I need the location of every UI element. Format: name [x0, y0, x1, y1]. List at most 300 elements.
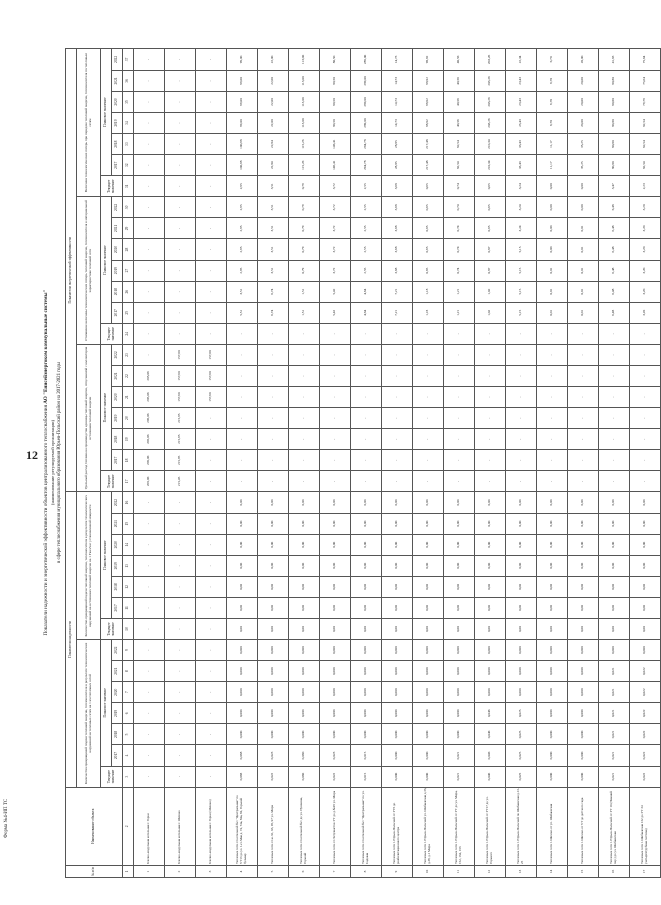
value-cell: -: [630, 344, 661, 365]
object-name: Тепловые сети г. Шихово от ул. Шибаевская: [537, 787, 568, 865]
value-cell: 1,21: [444, 302, 475, 323]
value-cell: 0,000: [568, 724, 599, 745]
value-cell: 2,55: [351, 260, 382, 281]
value-cell: 6,74: [258, 302, 289, 323]
value-cell: 2,95: [227, 218, 258, 239]
value-cell: 82,54: [444, 155, 475, 176]
value-cell: 75,64: [630, 49, 661, 71]
value-cell: 0,015: [351, 745, 382, 766]
value-cell: -: [289, 429, 320, 450]
value-cell: -: [258, 344, 289, 365]
value-cell: 0,00: [413, 513, 444, 534]
value-cell: 0,65: [413, 218, 444, 239]
value-cell: -: [444, 429, 475, 450]
value-cell: 0,00: [413, 534, 444, 555]
value-cell: 0,000: [537, 661, 568, 682]
value-cell: -: [196, 176, 227, 197]
value-cell: 0,00: [599, 492, 630, 513]
value-cell: 80,50: [320, 49, 351, 71]
value-cell: 0,00: [630, 619, 661, 640]
value-cell: 82,54: [630, 155, 661, 176]
value-cell: -: [475, 429, 506, 450]
value-cell: -: [196, 555, 227, 576]
value-cell: 0,00: [227, 576, 258, 597]
value-cell: 0,00: [382, 576, 413, 597]
value-cell: -: [196, 534, 227, 555]
value-cell: 98,92: [413, 70, 444, 91]
value-cell: 0,060: [289, 766, 320, 787]
value-cell: -: [289, 323, 320, 344]
value-cell: -: [475, 323, 506, 344]
value-cell: 0,015: [351, 766, 382, 787]
header-year: 2022: [112, 640, 123, 661]
row-number: 1: [134, 865, 165, 877]
value-cell: 0,046: [475, 703, 506, 724]
value-cell: 3,72: [320, 239, 351, 260]
value-cell: -: [382, 365, 413, 386]
value-cell: 0,00: [444, 534, 475, 555]
value-cell: 99,00: [227, 49, 258, 71]
object-name: Тепловые сети г. Юрьев-Польский от УТ6 до реабилитационного центра: [382, 787, 413, 865]
value-cell: 0,021: [599, 703, 630, 724]
header-year: 2021: [112, 365, 123, 386]
value-cell: 0,00: [475, 513, 506, 534]
table-row: [444, 49, 475, 878]
value-cell: 0,00: [506, 534, 537, 555]
value-cell: -: [134, 703, 165, 724]
column-number: 15: [123, 513, 134, 534]
value-cell: 0,00: [413, 597, 444, 618]
value-cell: -: [134, 597, 165, 618]
value-cell: -: [320, 387, 351, 408]
header-year: 2017: [112, 597, 123, 618]
column-number: 3: [123, 766, 134, 787]
value-cell: -: [475, 471, 506, 492]
value-cell: 0,021: [444, 745, 475, 766]
column-number: 23: [123, 344, 134, 365]
value-cell: -: [568, 471, 599, 492]
value-cell: 0,00: [475, 492, 506, 513]
header-year: 2017: [112, 302, 123, 323]
value-cell: 0,01: [537, 260, 568, 281]
value-cell: 0,00: [227, 492, 258, 513]
value-cell: 3,51: [227, 281, 258, 302]
value-cell: -: [134, 682, 165, 703]
value-cell: 0,01: [537, 302, 568, 323]
value-cell: -: [413, 429, 444, 450]
value-cell: -: [382, 471, 413, 492]
table-row: [599, 49, 630, 878]
value-cell: 0,025: [506, 745, 537, 766]
value-cell: 0,65: [475, 197, 506, 218]
column-number: 1: [123, 865, 134, 877]
header-year: 2018: [112, 281, 123, 302]
header-year: 2018: [112, 429, 123, 450]
value-cell: 2,95: [227, 239, 258, 260]
object-name: Тепловые сети от Энтузиастов УТ до д.№95 ул. Мира: [320, 787, 351, 865]
value-cell: 0,87: [475, 239, 506, 260]
value-cell: 0,00: [289, 492, 320, 513]
value-cell: 0,00: [537, 597, 568, 618]
value-cell: -: [537, 387, 568, 408]
value-cell: -: [320, 429, 351, 450]
value-cell: 5,15: [506, 260, 537, 281]
header-year: 2022: [112, 197, 123, 218]
header-current-value: Текущее значение: [101, 766, 123, 787]
value-cell: 0,000: [382, 766, 413, 787]
column-number: 18: [123, 450, 134, 471]
value-cell: -: [537, 344, 568, 365]
value-cell: 0,00: [351, 619, 382, 640]
value-cell: 157,60: [196, 387, 227, 408]
value-cell: 210,34: [475, 155, 506, 176]
value-cell: 14,73: [382, 49, 413, 71]
value-cell: 0,00: [227, 534, 258, 555]
value-cell: 4,64: [351, 302, 382, 323]
value-cell: 0,00: [413, 576, 444, 597]
value-cell: -: [568, 365, 599, 386]
value-cell: -: [134, 724, 165, 745]
value-cell: 0,000: [320, 703, 351, 724]
value-cell: 82,54: [630, 113, 661, 134]
value-cell: 22,84: [258, 134, 289, 155]
header-year: 2017: [112, 155, 123, 176]
value-cell: 0,025: [506, 766, 537, 787]
value-cell: 41,93: [599, 49, 630, 71]
value-cell: -: [475, 408, 506, 429]
value-cell: 0,000: [537, 745, 568, 766]
header-year: 2021: [112, 70, 123, 91]
value-cell: 0,00: [537, 218, 568, 239]
value-cell: 0,00: [599, 597, 630, 618]
value-cell: 0,00: [568, 576, 599, 597]
value-cell: 0,000: [537, 703, 568, 724]
value-cell: 3,51: [258, 176, 289, 197]
value-cell: -: [134, 197, 165, 218]
value-cell: -: [196, 113, 227, 134]
value-cell: 80,50: [320, 91, 351, 112]
value-cell: 99,00: [227, 113, 258, 134]
value-cell: 3,72: [320, 260, 351, 281]
value-cell: 0,021: [599, 682, 630, 703]
value-cell: 5,15: [506, 281, 537, 302]
value-cell: 217,48: [413, 134, 444, 155]
value-cell: -: [196, 323, 227, 344]
value-cell: 203,26: [475, 113, 506, 134]
value-cell: 0,79: [289, 239, 320, 260]
value-cell: -: [320, 344, 351, 365]
value-cell: 33,43: [506, 155, 537, 176]
value-cell: 215,95: [165, 450, 196, 471]
value-cell: -: [165, 134, 196, 155]
value-cell: -: [196, 682, 227, 703]
value-cell: 3,51: [258, 260, 289, 281]
header-year: 2022: [112, 49, 123, 71]
value-cell: -: [134, 745, 165, 766]
value-cell: 0,000: [382, 703, 413, 724]
header-section-reliability: Показатели надежности: [66, 492, 77, 787]
value-cell: -: [258, 323, 289, 344]
value-cell: 0,00: [506, 576, 537, 597]
value-cell: -: [165, 70, 196, 91]
column-number: 11: [123, 597, 134, 618]
value-cell: 0,00: [568, 555, 599, 576]
value-cell: 0,000: [320, 682, 351, 703]
value-cell: -: [475, 450, 506, 471]
value-cell: 4,64: [351, 281, 382, 302]
value-cell: 80,80: [599, 70, 630, 91]
value-cell: -: [506, 344, 537, 365]
value-cell: 0,00: [351, 492, 382, 513]
row-number: 11: [444, 865, 475, 877]
value-cell: 98,92: [413, 49, 444, 71]
value-cell: 0,000: [258, 703, 289, 724]
value-cell: -: [165, 619, 196, 640]
value-cell: 3,72: [320, 176, 351, 197]
column-number: 21: [123, 387, 134, 408]
value-cell: 0,000: [444, 724, 475, 745]
value-cell: 0,000: [475, 661, 506, 682]
value-cell: 0,00: [537, 513, 568, 534]
value-cell: 75,64: [630, 70, 661, 91]
table-row: [196, 49, 227, 878]
value-cell: 0,000: [382, 661, 413, 682]
value-cell: 2,55: [351, 197, 382, 218]
value-cell: 0,068: [227, 745, 258, 766]
value-cell: 0,00: [568, 492, 599, 513]
value-cell: -: [196, 260, 227, 281]
value-cell: 0,000: [289, 703, 320, 724]
value-cell: 5,42: [320, 281, 351, 302]
column-number: 10: [123, 619, 134, 640]
value-cell: -: [599, 344, 630, 365]
value-cell: -: [165, 281, 196, 302]
header-year: 2022: [112, 344, 123, 365]
value-cell: 0,00: [227, 555, 258, 576]
value-cell: -: [568, 344, 599, 365]
value-cell: -: [413, 365, 444, 386]
column-number: 8: [123, 661, 134, 682]
value-cell: -: [258, 387, 289, 408]
value-cell: -: [165, 113, 196, 134]
value-cell: 2,23: [630, 176, 661, 197]
value-cell: -: [227, 471, 258, 492]
value-cell: -: [165, 555, 196, 576]
value-cell: 0,000: [227, 661, 258, 682]
value-cell: -: [506, 365, 537, 386]
value-cell: -: [134, 766, 165, 787]
header-year: 2021: [112, 513, 123, 534]
value-cell: 0,000: [568, 766, 599, 787]
value-cell: -: [351, 471, 382, 492]
value-cell: 1,02: [475, 302, 506, 323]
value-cell: -: [196, 661, 227, 682]
header-year: 2019: [112, 555, 123, 576]
row-number: 6: [289, 865, 320, 877]
value-cell: -: [196, 197, 227, 218]
document-title: [43, 45, 49, 880]
value-cell: 0,023: [320, 745, 351, 766]
value-cell: -: [506, 387, 537, 408]
value-cell: -: [351, 323, 382, 344]
value-cell: 0,000: [258, 661, 289, 682]
value-cell: 0,00: [382, 597, 413, 618]
value-cell: 0,00: [382, 619, 413, 640]
value-cell: -: [196, 239, 227, 260]
value-cell: -: [289, 450, 320, 471]
value-cell: 0,00: [382, 555, 413, 576]
header-col-name: Наименование объекта: [66, 787, 123, 865]
value-cell: 80,80: [599, 155, 630, 176]
value-cell: 157,60: [165, 365, 196, 386]
value-cell: 6,70: [537, 70, 568, 91]
value-cell: 14,73: [382, 113, 413, 134]
value-cell: 0,00: [537, 576, 568, 597]
header-year: 2018: [112, 576, 123, 597]
header-group-network-failures: Количество прекращений подачи тепловой энергии, теплоносителя в результате технологических нарушений на тепловых сетях на 1 км тепловых сетей: [77, 640, 101, 788]
value-cell: -: [599, 471, 630, 492]
row-number: 16: [599, 865, 630, 877]
object-name: Блочно-модульная котельная г. Горки (Шихово): [196, 787, 227, 865]
value-cell: 7,21: [382, 302, 413, 323]
value-cell: -: [289, 344, 320, 365]
value-cell: 0,000: [537, 724, 568, 745]
value-cell: -: [165, 513, 196, 534]
value-cell: -: [506, 323, 537, 344]
value-cell: -: [568, 450, 599, 471]
document-scope-line: в сфере теплоснабжения муниципального образования Юрьев-Польский район на 2017-2021 годы: [57, 362, 62, 563]
value-cell: 0,00: [320, 492, 351, 513]
value-cell: 2,55: [351, 239, 382, 260]
value-cell: 0,022: [630, 766, 661, 787]
row-number: 12: [475, 865, 506, 877]
value-cell: 0,022: [630, 703, 661, 724]
row-number: 5: [258, 865, 289, 877]
value-cell: 98,92: [413, 113, 444, 134]
value-cell: -: [196, 450, 227, 471]
header-year: 2017: [112, 450, 123, 471]
value-cell: 0,022: [258, 766, 289, 787]
value-cell: 0,000: [289, 640, 320, 661]
value-cell: 0,00: [320, 555, 351, 576]
value-cell: -: [165, 323, 196, 344]
value-cell: -: [444, 365, 475, 386]
value-cell: 3,72: [320, 218, 351, 239]
value-cell: -: [134, 113, 165, 134]
column-number: 4: [123, 745, 134, 766]
value-cell: -: [165, 724, 196, 745]
value-cell: 1,18: [413, 281, 444, 302]
value-cell: 0,000: [413, 766, 444, 787]
value-cell: -: [599, 450, 630, 471]
value-cell: -: [165, 576, 196, 597]
value-cell: 0,000: [444, 661, 475, 682]
column-number: 26: [123, 281, 134, 302]
value-cell: -: [537, 450, 568, 471]
value-cell: -: [196, 724, 227, 745]
value-cell: 0,000: [413, 703, 444, 724]
value-cell: -: [134, 576, 165, 597]
value-cell: -: [413, 408, 444, 429]
value-cell: 5,51: [227, 302, 258, 323]
header-current-value: Текущее значение: [101, 323, 123, 344]
value-cell: 215,95: [165, 408, 196, 429]
header-plan-value: Плановое значение: [101, 197, 112, 323]
header-year: 2020: [112, 534, 123, 555]
value-cell: 0,74: [444, 239, 475, 260]
row-number: 8: [351, 865, 382, 877]
header-current-value: Текущее значение: [101, 619, 123, 640]
value-cell: 217,48: [413, 155, 444, 176]
value-cell: -: [537, 323, 568, 344]
value-cell: -: [444, 387, 475, 408]
value-cell: 294,78: [351, 155, 382, 176]
row-number: 10: [413, 865, 444, 877]
value-cell: 20,00: [568, 70, 599, 91]
table-row: [568, 49, 599, 878]
value-cell: -: [196, 281, 227, 302]
value-cell: 80,50: [320, 113, 351, 134]
value-cell: 0,022: [630, 724, 661, 745]
value-cell: 40,56: [444, 91, 475, 112]
object-name: Тепловые сети г. Шихово от УТ до детского сада: [568, 787, 599, 865]
value-cell: -: [196, 70, 227, 91]
value-cell: 0,00: [630, 534, 661, 555]
value-cell: -: [568, 387, 599, 408]
value-cell: -: [134, 281, 165, 302]
value-cell: 0,00: [351, 534, 382, 555]
value-cell: 3,72: [320, 197, 351, 218]
value-cell: 0,00: [506, 513, 537, 534]
value-cell: -: [196, 766, 227, 787]
value-cell: -: [227, 323, 258, 344]
value-cell: 6,48: [599, 260, 630, 281]
value-cell: 0,000: [506, 640, 537, 661]
value-cell: -: [630, 450, 661, 471]
value-cell: 0,022: [630, 682, 661, 703]
value-cell: 3,20: [630, 218, 661, 239]
value-cell: -: [165, 176, 196, 197]
table-row: [413, 49, 444, 878]
value-cell: -: [165, 703, 196, 724]
value-cell: -: [165, 597, 196, 618]
value-cell: 0,00: [320, 534, 351, 555]
value-cell: 7,21: [382, 281, 413, 302]
value-cell: -: [320, 471, 351, 492]
value-cell: 0,022: [630, 745, 661, 766]
value-cell: 3,20: [630, 260, 661, 281]
value-cell: 205,06: [134, 387, 165, 408]
value-cell: 0,00: [289, 513, 320, 534]
value-cell: -: [196, 218, 227, 239]
value-cell: 0,00: [444, 513, 475, 534]
value-cell: 146,41: [320, 155, 351, 176]
value-cell: 203,26: [475, 70, 506, 91]
value-cell: 0,00: [444, 576, 475, 597]
value-cell: 0,000: [630, 640, 661, 661]
value-cell: 99,00: [227, 70, 258, 91]
object-name: Блочно-модульная котельная г. Горки: [134, 787, 165, 865]
value-cell: -: [630, 408, 661, 429]
table-row: [289, 49, 320, 878]
value-cell: 0,000: [413, 682, 444, 703]
value-cell: 2,55: [351, 218, 382, 239]
table-row: [630, 49, 661, 878]
value-cell: 0,000: [227, 640, 258, 661]
value-cell: -: [165, 682, 196, 703]
value-cell: 5,42: [320, 302, 351, 323]
value-cell: 0,00: [289, 534, 320, 555]
